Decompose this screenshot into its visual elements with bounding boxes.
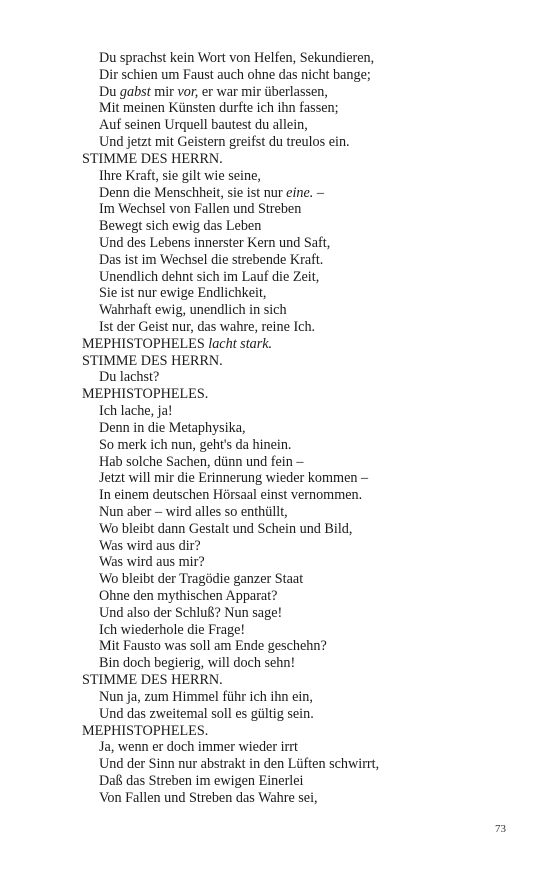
speaker-line	[82, 336, 542, 353]
verse-line: Das ist im Wechsel die strebende Kraft.	[99, 251, 324, 268]
verse-line	[82, 84, 542, 101]
page-number: 73	[495, 823, 506, 835]
verse-line: Bewegt sich ewig das Leben	[99, 218, 262, 235]
speaker-line: STIMME DES HERRN.	[82, 150, 223, 167]
verse-line: Mit Fausto was soll am Ende geschehn?	[99, 638, 327, 655]
verse-line: Von Fallen und Streben das Wahre sei,	[99, 789, 318, 806]
verse-line: Jetzt will mir die Erinnerung wieder kommen –	[99, 470, 369, 487]
verse-line: Du sprachst kein Wort von Helfen, Sekundieren,	[99, 50, 375, 66]
verse-line: Und der Sinn nur abstrakt in den Lüften schwirrt,	[99, 756, 380, 773]
verse-line: Denn in die Metaphysika,	[99, 419, 246, 436]
italic-text: vor,	[177, 83, 199, 100]
verse-line: Auf seinen Urquell bautest du allein,	[99, 117, 308, 134]
verse-line: Daß das Streben im ewigen Einerlei	[99, 772, 304, 789]
verse-line: Dir schien um Faust auch ohne das nicht bange;	[99, 66, 371, 83]
speaker-line: MEPHISTOPHELES.	[82, 386, 209, 403]
speaker-line: STIMME DES HERRN.	[82, 352, 223, 369]
verse-line: Nun ja, zum Himmel führ ich ihn ein,	[99, 688, 313, 705]
text-span: Denn die Menschheit, sie ist nur	[99, 184, 287, 201]
text-span: –	[313, 184, 324, 201]
verse-line	[82, 185, 542, 202]
italic-text: eine.	[286, 184, 314, 201]
verse-line: Und das zweitemal soll es gültig sein.	[99, 705, 314, 722]
verse-line: Du lachst?	[99, 369, 160, 386]
verse-line: Was wird aus mir?	[99, 554, 205, 571]
verse-line: Nun aber – wird alles so enthüllt,	[99, 503, 288, 520]
verse-line: In einem deutschen Hörsaal einst vernommen.	[99, 487, 363, 504]
verse-line: Hab solche Sachen, dünn und fein –	[99, 453, 304, 470]
speaker-line: MEPHISTOPHELES.	[82, 722, 209, 739]
verse-line: Im Wechsel von Fallen und Streben	[99, 201, 302, 218]
verse-line: Wahrhaft ewig, unendlich in sich	[99, 302, 287, 319]
verse-line: Ja, wenn er doch immer wieder irrt	[99, 739, 298, 756]
verse-line: Ich wiederhole die Frage!	[99, 621, 246, 638]
verse-line: Ich lache, ja!	[99, 403, 173, 420]
verse-text-block	[82, 50, 542, 807]
verse-line: Und also der Schluß? Nun sage!	[99, 604, 283, 621]
verse-line: Bin doch begierig, will doch sehn!	[99, 655, 296, 672]
verse-line: Wo bleibt der Tragödie ganzer Staat	[99, 571, 304, 588]
text-span: MEPHISTOPHELES	[82, 335, 209, 352]
verse-line: Ist der Geist nur, das wahre, reine Ich.	[99, 319, 316, 335]
verse-line: Unendlich dehnt sich im Lauf die Zeit,	[99, 268, 320, 285]
text-span: Du	[99, 83, 120, 100]
verse-line: Mit meinen Künsten durfte ich ihn fassen;	[99, 100, 339, 117]
verse-line: Wo bleibt dann Gestalt und Schein und Bild,	[99, 520, 353, 537]
text-span: er war mir überlassen,	[198, 83, 328, 100]
verse-line: Und jetzt mit Geistern greifst du treulos ein.	[99, 134, 350, 151]
text-span: mir	[150, 83, 178, 100]
speaker-line: STIMME DES HERRN.	[82, 672, 223, 689]
verse-line: Ohne den mythischen Apparat?	[99, 588, 278, 604]
verse-line: Und des Lebens innerster Kern und Saft,	[99, 234, 331, 251]
verse-line: Sie ist nur ewige Endlichkeit,	[99, 285, 267, 302]
verse-line: Was wird aus dir?	[99, 537, 201, 554]
verse-line: Ihre Kraft, sie gilt wie seine,	[99, 167, 261, 184]
verse-line: So merk ich nun, geht's da hinein.	[99, 436, 292, 453]
italic-text: lacht stark.	[208, 335, 273, 352]
italic-text: gabst	[119, 83, 151, 100]
